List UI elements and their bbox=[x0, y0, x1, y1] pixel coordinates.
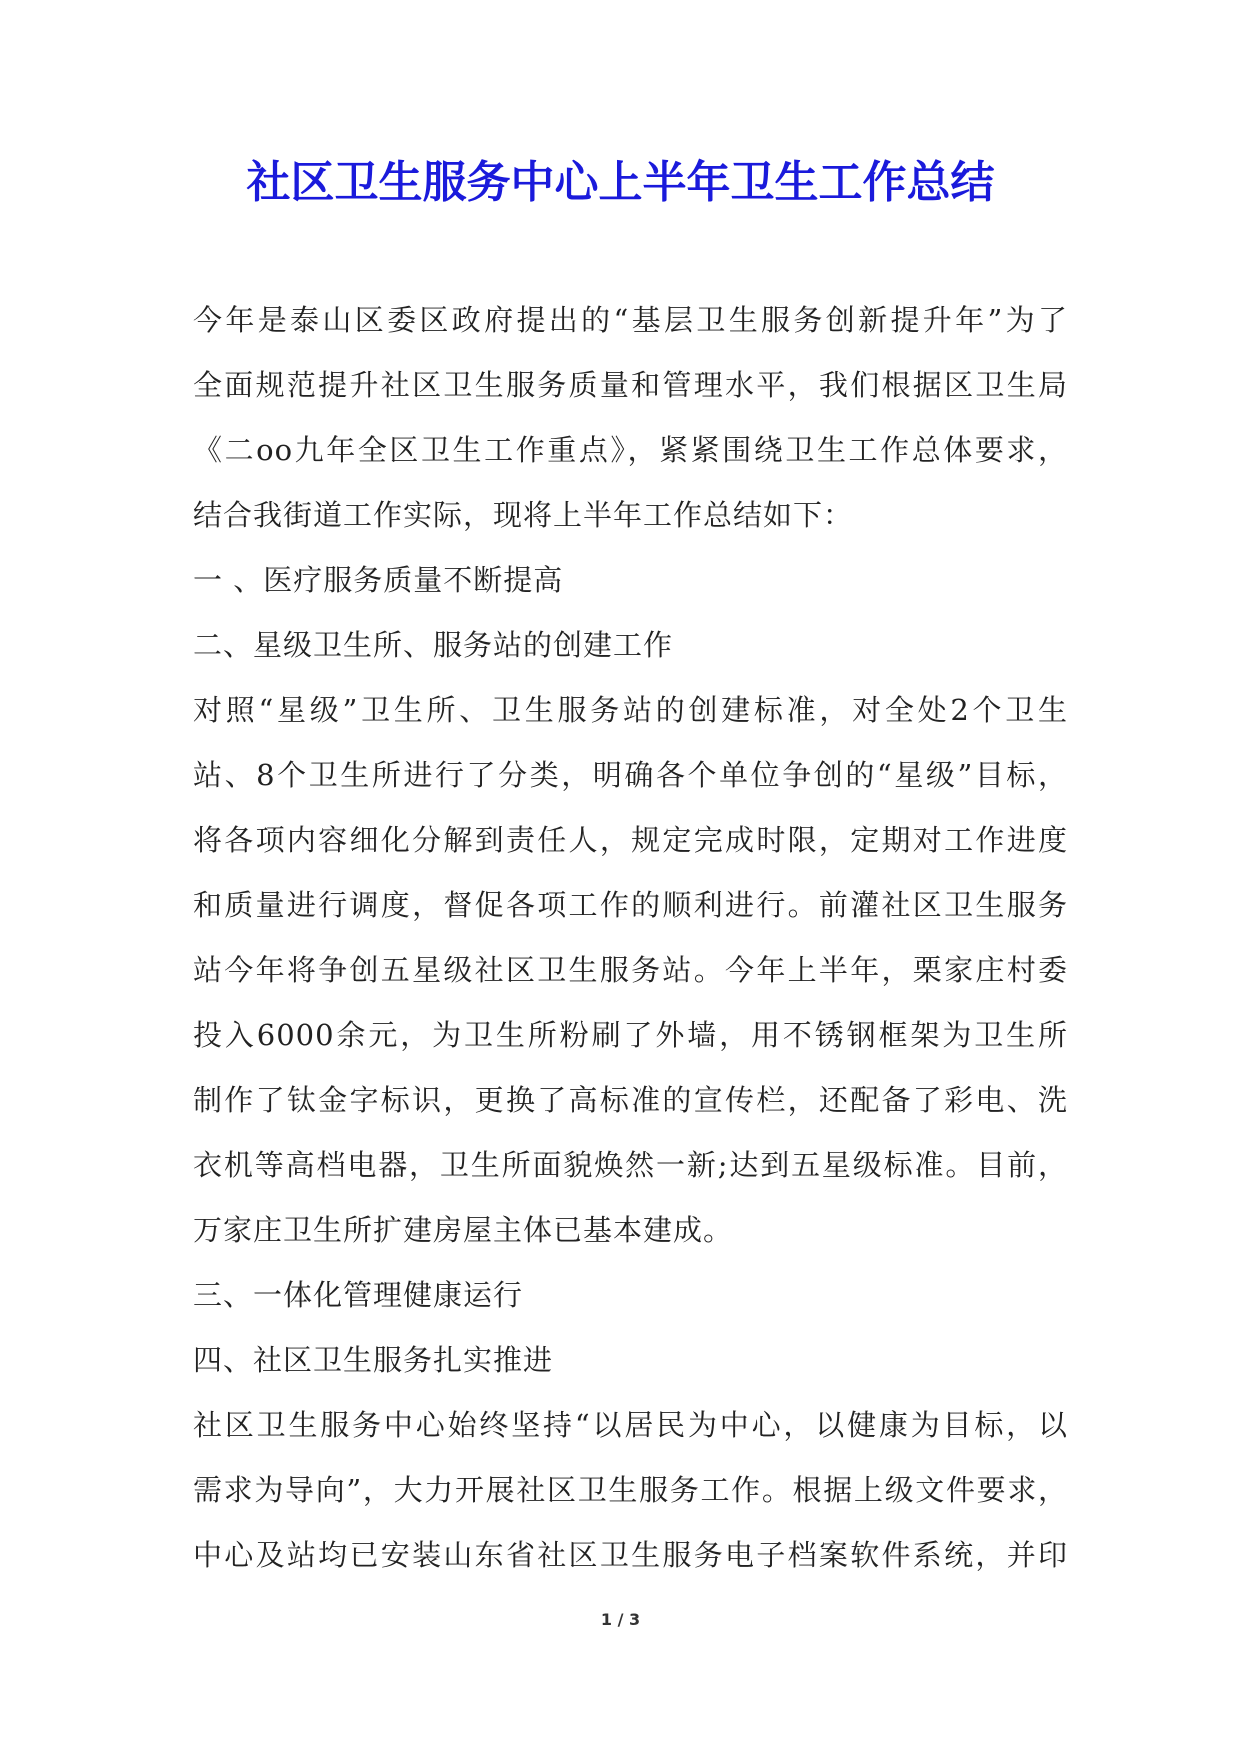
document-title: 社区卫生服务中心上半年卫生工作总结 bbox=[246, 157, 995, 208]
document-body bbox=[193, 288, 1068, 1588]
paragraph-line: 对照“星级”卫生所、卫生服务站的创建标准，对全处2个卫生 bbox=[193, 693, 1068, 727]
paragraph-line: 全面规范提升社区卫生服务质量和管理水平，我们根据区卫生局 bbox=[193, 368, 1068, 402]
page-number: 1 / 3 bbox=[600, 1610, 641, 1629]
section-heading: 一 、医疗服务质量不断提高 bbox=[193, 563, 564, 597]
paragraph-line: 需求为导向”，大力开展社区卫生服务工作。根据上级文件要求， bbox=[193, 1473, 1068, 1507]
paragraph-line: 站今年将争创五星级社区卫生服务站。今年上半年，栗家庄村委 bbox=[193, 953, 1068, 987]
paragraph-line: 结合我街道工作实际，现将上半年工作总结如下： bbox=[193, 498, 854, 532]
paragraph-line: 今年是泰山区委区政府提出的“基层卫生服务创新提升年”为了 bbox=[193, 303, 1068, 337]
paragraph-line: 投入6000余元，为卫生所粉刷了外墙，用不锈钢框架为卫生所 bbox=[193, 1018, 1068, 1052]
paragraph-line: 中心及站均已安装山东省社区卫生服务电子档案软件系统，并印 bbox=[193, 1538, 1068, 1572]
paragraph-line: 社区卫生服务中心始终坚持“以居民为中心，以健康为目标，以 bbox=[193, 1408, 1068, 1442]
paragraph-line: 和质量进行调度，督促各项工作的顺利进行。前灌社区卫生服务 bbox=[193, 888, 1068, 922]
paragraph-line: 将各项内容细化分解到责任人，规定完成时限，定期对工作进度 bbox=[193, 823, 1068, 857]
section-heading: 二、星级卫生所、服务站的创建工作 bbox=[193, 628, 674, 662]
paragraph-line: 制作了钛金字标识，更换了高标准的宣传栏，还配备了彩电、洗 bbox=[193, 1083, 1068, 1117]
section-heading: 四、社区卫生服务扎实推进 bbox=[193, 1343, 554, 1377]
paragraph-line: 衣机等高档电器，卫生所面貌焕然一新;达到五星级标准。目前， bbox=[193, 1148, 1068, 1182]
paragraph-line: 万家庄卫生所扩建房屋主体已基本建成。 bbox=[193, 1213, 734, 1247]
section-heading: 三、一体化管理健康运行 bbox=[193, 1278, 524, 1312]
paragraph-line: 站、8个卫生所进行了分类，明确各个单位争创的“星级”目标， bbox=[193, 758, 1068, 792]
paragraph-line: 《二oo九年全区卫生工作重点》，紧紧围绕卫生工作总体要求， bbox=[193, 433, 1068, 467]
